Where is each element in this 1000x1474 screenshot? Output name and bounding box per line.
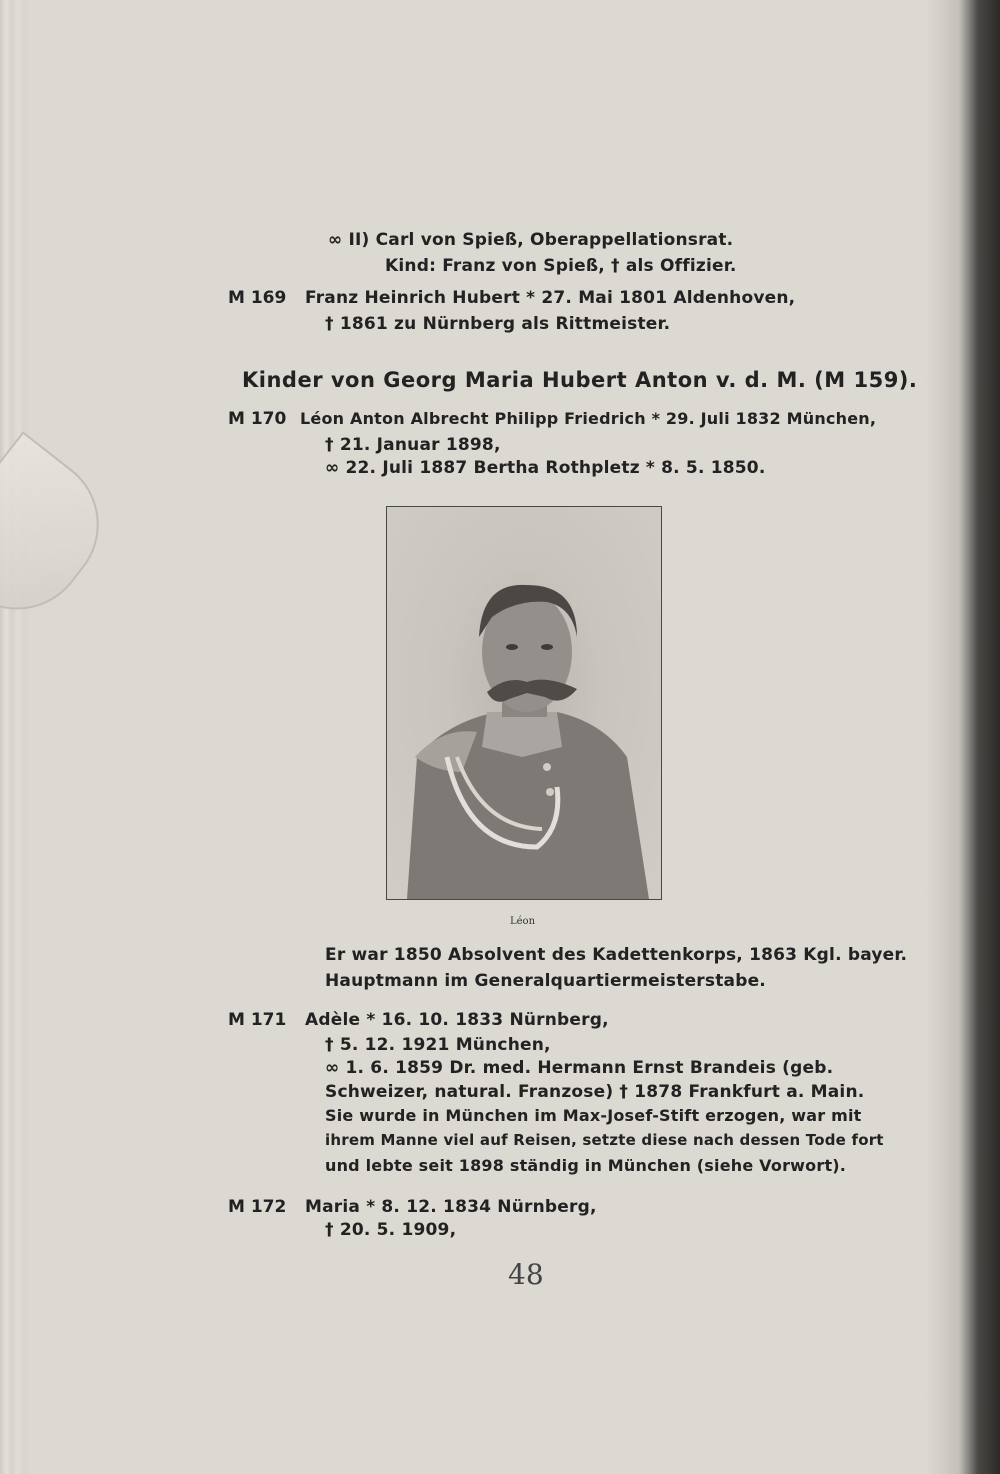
page-stack-edge — [0, 0, 30, 1474]
bio-line2: Hauptmann im Generalquartiermeisterstabe. — [325, 971, 766, 991]
entry-m171-line1: Adèle * 16. 10. 1833 Nürnberg, — [305, 1010, 609, 1030]
page-number: 48 — [508, 1258, 544, 1291]
entry-ref-m170: M 170 — [228, 409, 287, 429]
entry-m170-line2: † 21. Januar 1898, — [325, 435, 501, 455]
entry-m171-line7: und lebte seit 1898 ständig in München (siehe Vorwort). — [325, 1156, 847, 1175]
section-heading: Kinder von Georg Maria Hubert Anton v. d. M. (M 159). — [242, 368, 918, 392]
entry-ref-m169: M 169 — [228, 288, 287, 308]
portrait-illustration — [387, 507, 661, 899]
child-line: Kind: Franz von Spieß, † als Offizier. — [385, 256, 737, 276]
entry-ref-m172: M 172 — [228, 1197, 287, 1217]
entry-m170-line1: Léon Anton Albrecht Philipp Friedrich * 29. Juli 1832 München, — [300, 409, 877, 428]
entry-ref-m171: M 171 — [228, 1010, 287, 1030]
entry-m172-line1: Maria * 8. 12. 1834 Nürnberg, — [305, 1197, 597, 1217]
entry-m171-line5: Sie wurde in München im Max-Josef-Stift erzogen, war mit — [325, 1106, 862, 1125]
portrait-photo — [386, 506, 662, 900]
entry-m171-line3: ∞ 1. 6. 1859 Dr. med. Hermann Ernst Brandeis (geb. — [325, 1058, 834, 1078]
photo-caption: Léon — [510, 916, 536, 927]
book-spine-shadow — [958, 0, 1000, 1474]
bio-line1: Er war 1850 Absolvent des Kadettenkorps, 1863 Kgl. bayer. — [325, 945, 908, 965]
entry-m171-line4: Schweizer, natural. Franzose) † 1878 Frankfurt a. Main. — [325, 1082, 865, 1102]
entry-m169-line2: † 1861 zu Nürnberg als Rittmeister. — [325, 314, 671, 334]
entry-m171-line6: ihrem Manne viel auf Reisen, setzte diese nach dessen Tode fort — [325, 1131, 884, 1149]
entry-m169-line1: Franz Heinrich Hubert * 27. Mai 1801 Aldenhoven, — [305, 288, 796, 308]
entry-m172-line2: † 20. 5. 1909, — [325, 1220, 457, 1240]
page-gutter-shadow — [925, 0, 960, 1474]
entry-m170-line3: ∞ 22. Juli 1887 Bertha Rothpletz * 8. 5. 1850. — [325, 458, 766, 478]
plastic-clip — [0, 431, 127, 638]
spouse-line: ∞ II) Carl von Spieß, Oberappellationsrat. — [328, 230, 734, 250]
entry-m171-line2: † 5. 12. 1921 München, — [325, 1035, 551, 1055]
